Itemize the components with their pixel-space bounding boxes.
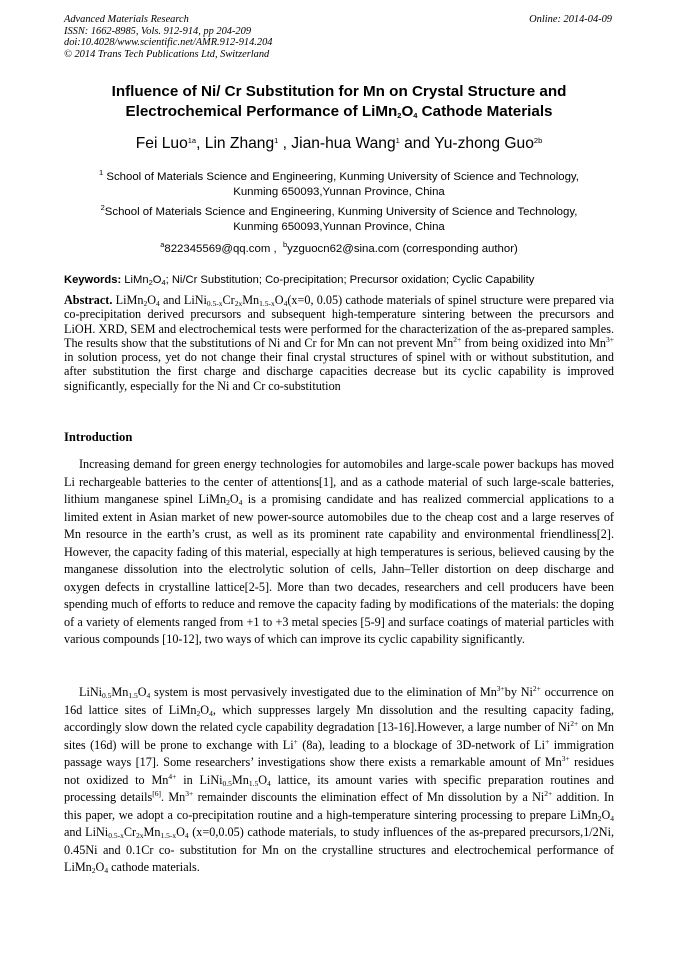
- keywords: Keywords: $LiMn_2O_4$; Ni/Cr Substitution; Co-precipitation; Precursor oxidation; Cyclic Capability: [64, 274, 535, 287]
- intro-paragraph-2: $LiNi_{0.5}Mn_{1.5}O_4$ system is most pervasively investigated due to the elimination of $Mn^{3+}by$ $Ni^{2+}$ occurrence on 16d lattice sites of $LiMn_2O_4$, which suppresses largely Mn dissolution and the resulting capacity fading, accordingly slow down the related cycle capability degradation [13-16].However, a large number of $Ni^{2+}$ on Mn sites (16d) will be prone to exchange with Li+ (8a), leading to a blockage of 3D-network of Li+ immigration passage ways [17]. Some researchers’ investigations show there exists a remarkable amount of $Mn^{3+}$ residues not oxidized to $Mn^{4+}$ in $LiNi_{0.5}Mn_{1.5}O_4$ lattice, its amount varies with specific preparation routines and processing details[6]. $Mn^{3+}$ remainder discounts the elimination effect of Mn dissolution by a $Ni^{2+}$ addition. In this paper, we adopt a co-precipitation routine and a high-temperature sintering processing to prepare $LiMn_2O_4$ and $LiNi_{0.5-x}Cr_{2x}Mn_{1.5-x}O_4$ (x=0,0.05) cathode materials, to study influences of the as-prepared precursors,1/2Ni, 0.45Ni and 0.1Cr co- substitution for Mn on the crystalline structures and electrochemical performance of $LiMn_2O_4$ cathode materials.: [64, 684, 615, 875]
- author-name: , Jian-hua Wang: [278, 135, 396, 152]
- title-line-2: Electrochemical Performance of $LiMn_2O_4$ Cathode Materials: [125, 103, 553, 120]
- email-link[interactable]: yzguocn62@sina.com (corresponding author): [287, 243, 518, 255]
- affiliation-2: $^2$School of Materials Science and Engineering, Kunming University of Science and Technology, Kunming 650093,Yunnan Province, China: [100, 203, 578, 233]
- author-emails: $^a$822345569@qq.com , $^b$yzguocn62@sina.com (corresponding author): [160, 240, 518, 255]
- section-heading: Introduction: [64, 430, 133, 444]
- keywords-label: Keywords:: [64, 274, 122, 286]
- email-link[interactable]: 822345569@qq.com ,: [164, 243, 277, 255]
- intro-paragraph-1: Increasing demand for green energy technologies for automobiles and large-scale power backups has moved Li rechargeable batteries to the center of attentions[1], and as a cathode material of such large-scale batteries, lithium manganese spinel $LiMn_2O_4$ is a promising candidate and has realized commercial applications to a limited extent in Asian market of new power-source automobiles due to the cheap cost and a large reserves of Mn resource in the earth’s crust, as well as its prominent rate capability and environmental friendliness[2]. However, the capacity fading of this material, especially at high temperatures is serious, believed causing by the manganese dissolution into the electrolytic solution of cells, Jahn–Teller distortion on deep discharge and oxygen defects in crystalline lattice[2-5]. More than two decades, researchers and cell producers have been spending much of efforts to reduce and remove the capacity fading by modifications of the materials: the doping of a variety of elements ranged from +1 to +3 metal species [5-9] and surface coatings of material particles with various compounds [10-12], two ways of which can improve its cyclic capability significantly.: [64, 457, 614, 646]
- author-list: Fei Luo$^{1a}$, Lin Zhang$^1$ , Jian-hua Wang$^1$ and Yu-zhong Guo$^{2b}$: [135, 135, 543, 152]
- author-name: Fei Luo: [135, 135, 188, 152]
- affiliation-1: $^1$ School of Materials Science and Engineering, Kunming University of Science and Technology, Kunming 650093,Yunnan Province, China: [99, 168, 579, 198]
- copyright-line: © 2014 Trans Tech Publications Ltd, Switzerland: [64, 48, 270, 60]
- journal-name: Advanced Materials Research: [64, 14, 189, 25]
- paper-title: [60, 82, 618, 122]
- author-name: and Yu-zhong Guo: [399, 135, 534, 152]
- issn-line: ISSN: 1662-8985, Vols. 912-914, pp 204-209: [64, 25, 252, 37]
- journal-header: [64, 14, 272, 60]
- title-line-1: Influence of Ni/ Cr Substitution for Mn on Crystal Structure and: [111, 83, 567, 100]
- online-date: Online: 2014-04-09: [529, 14, 612, 25]
- author-name: , Lin Zhang: [196, 135, 275, 152]
- abstract: Abstract. $LiMn_2O_4$ and $LiNi_{0.5-x}Cr_{2x}Mn_{1.5-x}O_4(x=0$, 0.05) cathode materials of spinel structure were prepared via co-precipitation derived precursors and subsequent high-temperature sintering between the precursors and LiOH. XRD, SEM and electrochemical tests were performed for the characterization of the as-prepared samples. The results show that the substitutions of Ni and Cr for Mn can not prevent $Mn^{2+}$ from being oxidized into $Mn^{3+}$ in solution process, yet do not change their final crystal structures of spinel with or without substitution, and after substitution the first charge and discharge capacities decrease but its cyclic capability is improved significantly, especially for the Ni and Cr co-substitution: [64, 293, 614, 393]
- doi-line[interactable]: doi:10.4028/www.scientific.net/AMR.912-914.204: [64, 37, 273, 49]
- abstract-label: Abstract.: [64, 293, 113, 307]
